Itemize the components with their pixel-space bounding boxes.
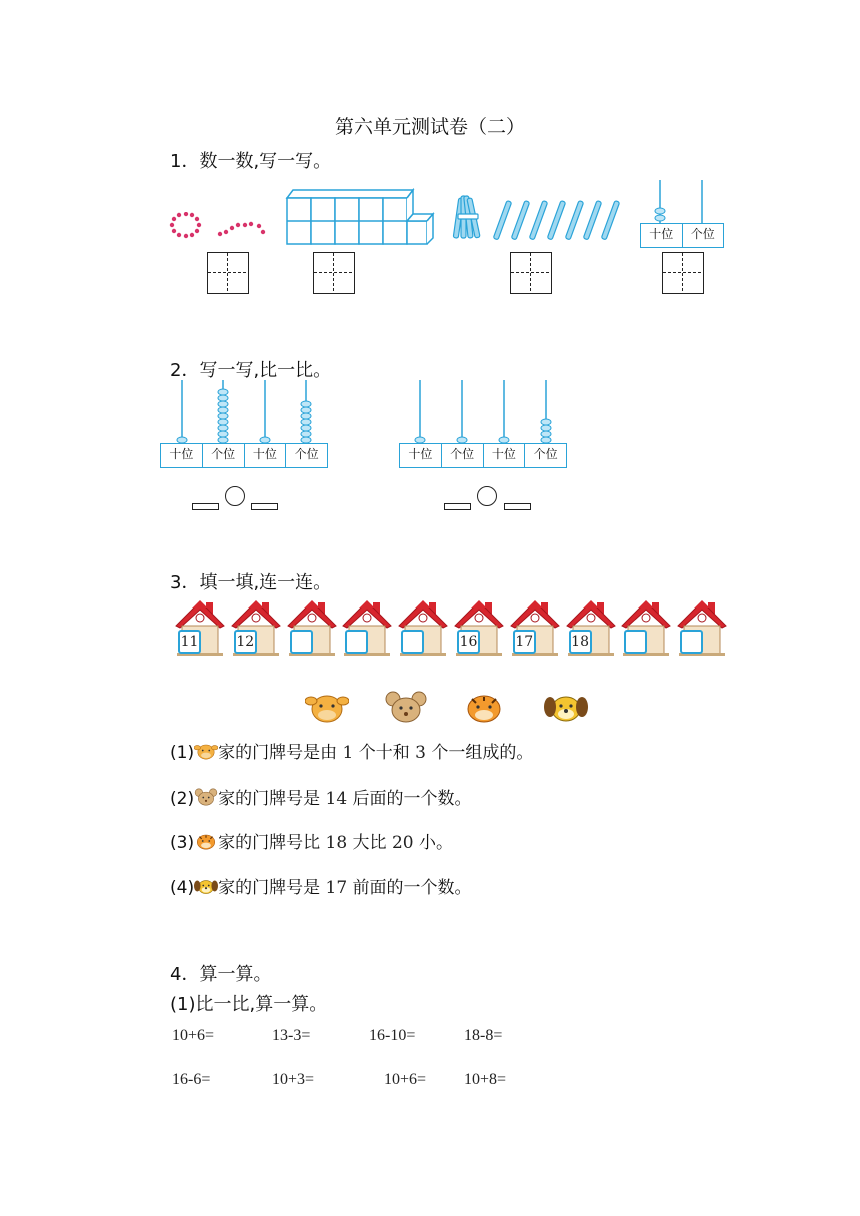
door-number-plate[interactable]: 11 (178, 630, 201, 654)
house-icon (174, 598, 226, 658)
q3-statement (170, 828, 453, 853)
statement-text: 家的门牌号是 (218, 878, 326, 898)
house-icon (286, 598, 338, 658)
sticks-illustration (450, 190, 630, 250)
door-number-plate[interactable] (680, 630, 703, 654)
house-icon (620, 598, 672, 658)
answer-box[interactable] (207, 252, 249, 294)
house-icon (509, 598, 561, 658)
statement-text: 个一组成的。 (425, 743, 534, 763)
statement-text: 家的门牌号比 (218, 833, 326, 853)
compare-circle[interactable] (225, 486, 245, 506)
tiger-icon[interactable] (462, 689, 506, 725)
mouse-icon (194, 787, 218, 807)
statement-text: 家的门牌号是 (218, 789, 326, 809)
cow-icon (194, 741, 218, 761)
statement-number-value: 1 (342, 743, 354, 763)
house-icon (397, 598, 449, 658)
cow-icon[interactable] (305, 689, 349, 725)
place-value-table-q2-right (399, 443, 567, 468)
equation: 16-6= (172, 1071, 211, 1088)
ones-label: 个位 (442, 444, 484, 467)
statement-number-value: 14 (325, 789, 348, 809)
statement-number-value: 3 (415, 743, 426, 763)
door-number-plate[interactable] (624, 630, 647, 654)
equation: 10+8= (464, 1071, 507, 1088)
answer-blank[interactable] (444, 503, 471, 510)
house-icon (341, 598, 393, 658)
equation: 10+6= (384, 1071, 427, 1088)
door-number-plate[interactable]: 17 (513, 630, 536, 654)
statement-number: (3) (170, 833, 195, 853)
statement-number-value: 18 (325, 833, 348, 853)
statement-text: 后面的一个数。 (347, 789, 472, 809)
abacus-rods-left (160, 378, 330, 444)
tens-label: 十位 (641, 224, 683, 247)
answer-box[interactable] (510, 252, 552, 294)
abacus-rods-q1 (640, 178, 730, 225)
door-number-plate[interactable]: 18 (569, 630, 592, 654)
ones-label: 个位 (533, 447, 558, 461)
equation: 13-3= (272, 1027, 311, 1044)
q3-statement (170, 784, 472, 809)
place-value-table-q1 (640, 223, 724, 248)
mouse-icon[interactable] (384, 689, 428, 725)
door-number-plate[interactable]: 16 (457, 630, 480, 654)
tens-label: 十位 (161, 444, 203, 467)
answer-box[interactable] (313, 252, 355, 294)
equation: 16-10= (369, 1027, 416, 1044)
tens-label: 十位 (245, 444, 287, 467)
door-number-plate[interactable] (345, 630, 368, 654)
statement-number: (1) (170, 743, 195, 763)
q3-statement (170, 873, 472, 898)
door-number-plate[interactable] (290, 630, 313, 654)
house-icon (230, 598, 282, 658)
house-icon (565, 598, 617, 658)
abacus-rods-right (399, 378, 569, 444)
bead-counters-illustration (168, 212, 268, 244)
ones-label: 个位 (294, 447, 319, 461)
door-number-plate[interactable]: 12 (234, 630, 257, 654)
statement-text: 前面的一个数。 (347, 878, 472, 898)
cube-blocks-illustration (285, 188, 435, 248)
answer-blank[interactable] (504, 503, 531, 510)
equation: 10+3= (272, 1071, 315, 1088)
statement-text: 大比 (347, 833, 392, 853)
place-value-table-q2-left (160, 443, 328, 468)
statement-number: (4) (170, 878, 195, 898)
ones-label: 个位 (203, 444, 245, 467)
q1-heading: 1．数一数,写一写。 (170, 151, 332, 172)
page-title: 第六单元测试卷（二） (334, 116, 525, 138)
answer-blank[interactable] (251, 503, 278, 510)
door-number-plate[interactable] (401, 630, 424, 654)
answer-blank[interactable] (192, 503, 219, 510)
equation: 18-8= (464, 1027, 503, 1044)
q4-heading: 4．算一算。 (170, 964, 272, 985)
dog-icon (194, 876, 218, 896)
tiger-icon (194, 831, 218, 851)
q3-statement (170, 738, 533, 763)
dog-icon[interactable] (544, 689, 588, 725)
tens-label: 十位 (400, 444, 442, 467)
q2-heading: 2．写一写,比一比。 (170, 360, 332, 381)
statement-text: 家的门牌号是由 (218, 743, 343, 763)
tens-label: 十位 (484, 444, 526, 467)
house-icon (676, 598, 728, 658)
ones-label: 个位 (690, 227, 715, 241)
equation: 10+6= (172, 1027, 215, 1044)
answer-box[interactable] (662, 252, 704, 294)
statement-number: (2) (170, 789, 195, 809)
statement-number-value: 17 (325, 878, 348, 898)
statement-text: 小。 (413, 833, 453, 853)
statement-number-value: 20 (391, 833, 414, 853)
q3-heading: 3．填一填,连一连。 (170, 572, 332, 593)
house-icon (453, 598, 505, 658)
statement-text: 个十和 (353, 743, 416, 763)
q4-subheading: (1)比一比,算一算。 (170, 994, 328, 1015)
compare-circle[interactable] (477, 486, 497, 506)
